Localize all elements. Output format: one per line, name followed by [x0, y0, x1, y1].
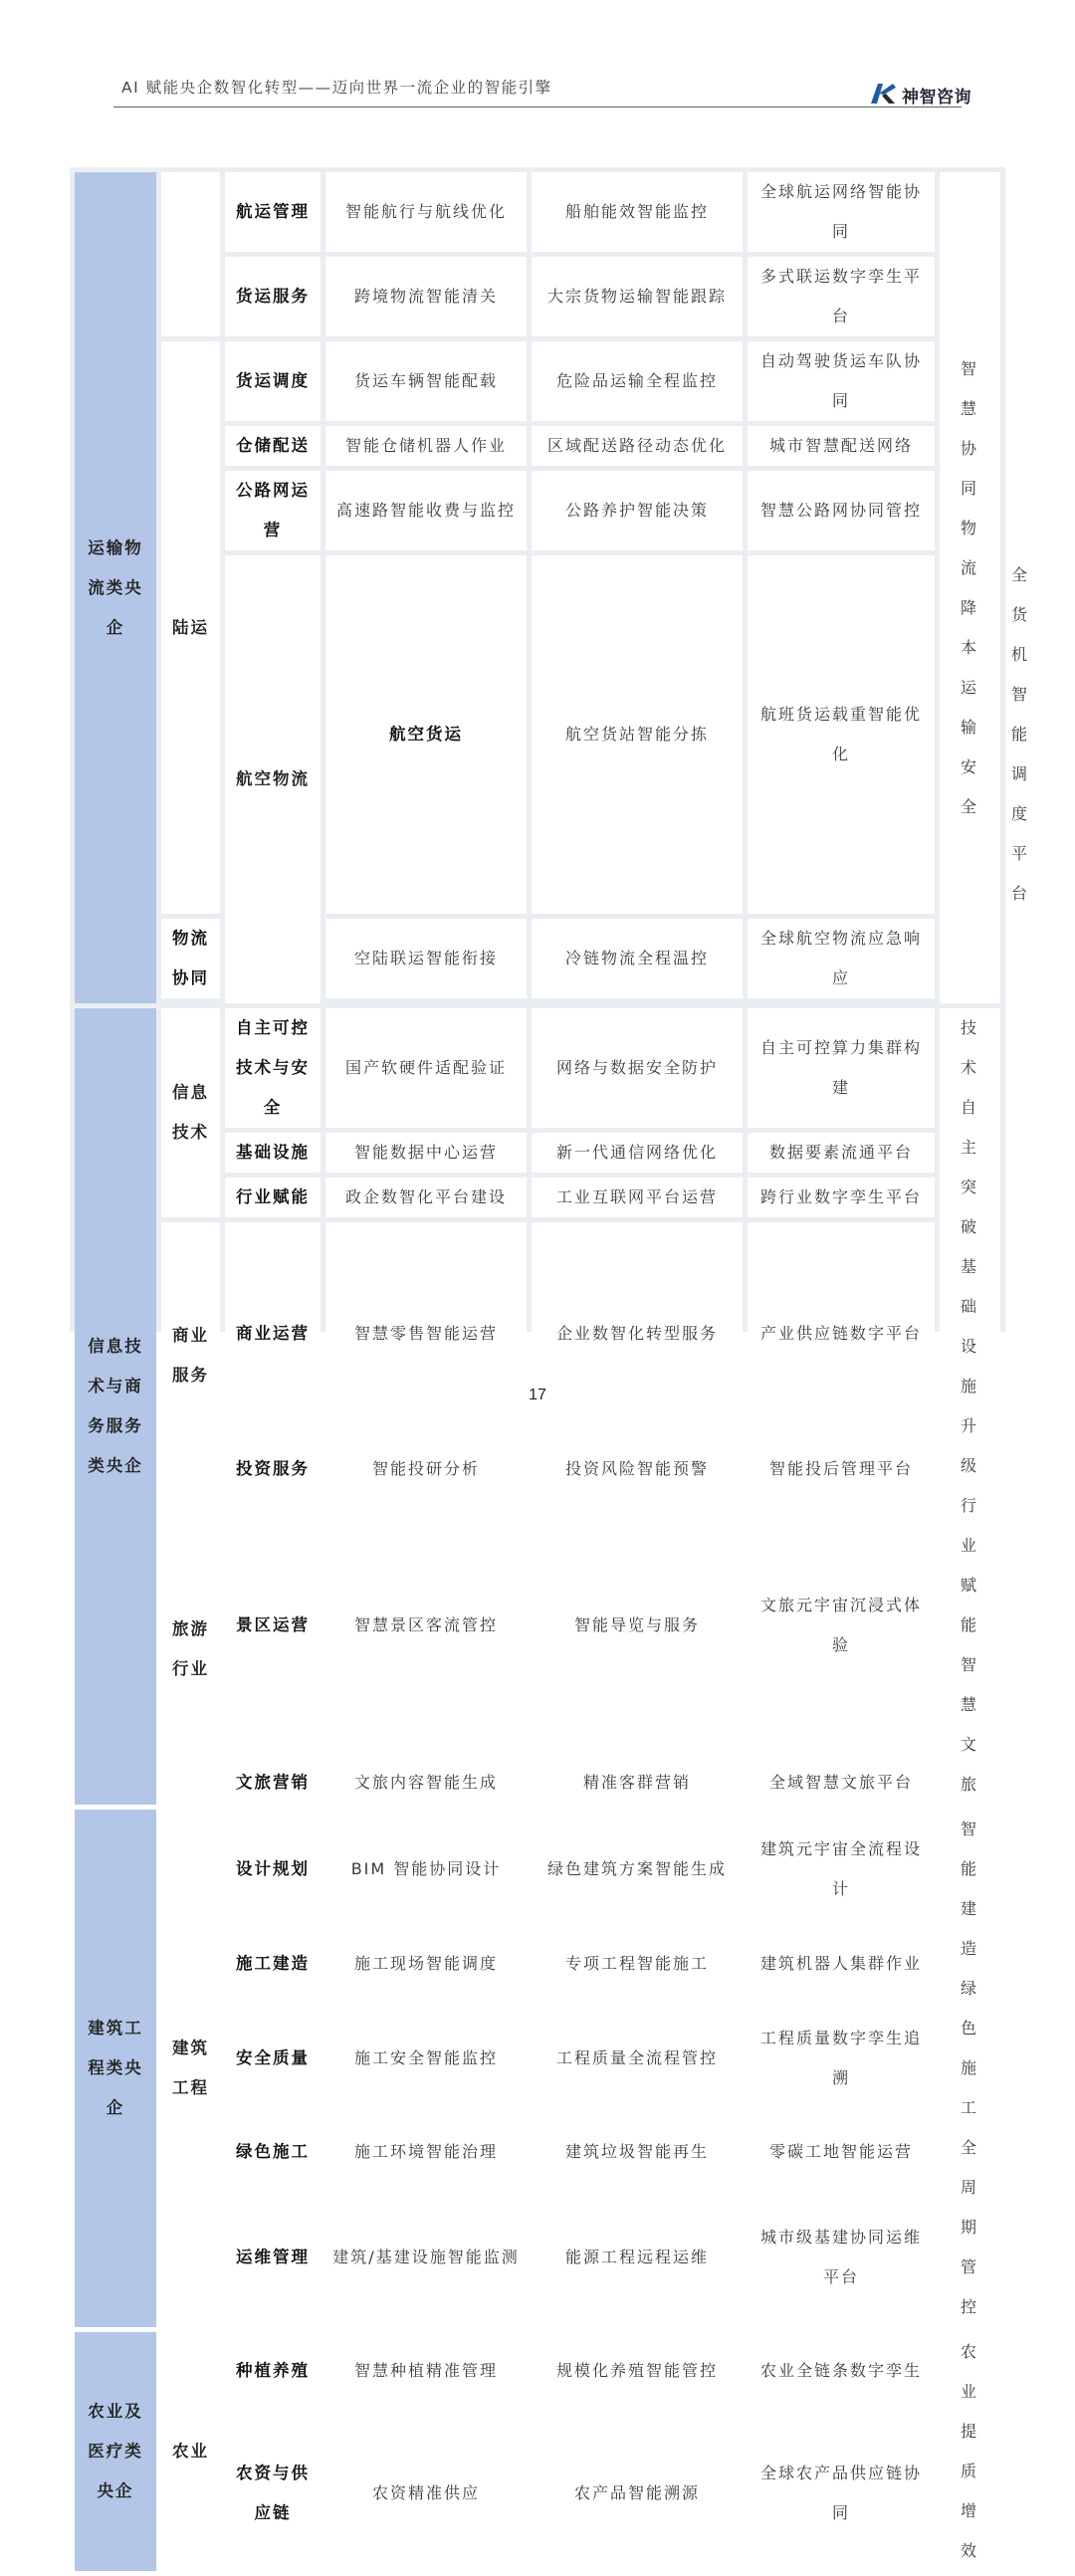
application-cell: 建筑垃圾智能再生 [532, 2122, 743, 2182]
application-cell: 工程质量全流程管控 [532, 1999, 743, 2118]
application-cell: 投资风险智能预警 [532, 1449, 743, 1489]
application-cell: 跨境物流智能清关 [325, 257, 527, 336]
application-cell: 全球航空物流应急响应 [748, 919, 935, 998]
sector-cell: 景区运营 [225, 1494, 321, 1756]
application-cell: 产业供应链数字平台 [748, 1222, 935, 1444]
category-cell: 运输物流类央企 [75, 172, 156, 1003]
subcategory-cell: 信息技术 [161, 1008, 220, 1217]
table-row [75, 2332, 1005, 2410]
application-cell: 智慧公路网协同管控 [748, 471, 935, 550]
application-cell: 智慧种植精准管理 [325, 2332, 527, 2410]
table-row [75, 1810, 1005, 1929]
subcategory-cell: 建筑工程 [161, 1810, 220, 2327]
sector-cell: 自主可控技术与安全 [225, 1008, 321, 1128]
application-cell: 绿色建筑方案智能生成 [532, 1810, 743, 1929]
sector-cell: 行业赋能 [225, 1178, 321, 1217]
sector-cell: 农资与供应链 [225, 2415, 321, 2571]
application-cell: 建筑元宇宙全流程设计 [748, 1810, 935, 1929]
subcategory-cell: 农业 [161, 2332, 220, 2571]
application-cell: 施工安全智能监控 [325, 1999, 527, 2118]
table-row [75, 919, 1005, 998]
application-cell: 政企数智化平台建设 [325, 1178, 527, 1217]
application-cell: 城市级基建协同运维平台 [748, 2187, 935, 2327]
goal-cell: 技术自主突破基础设施升级行业赋能智慧文旅 [940, 1008, 1000, 1805]
application-cell: 多式联运数字孪生平台 [748, 257, 935, 336]
application-cell: 农资精准供应 [325, 2415, 527, 2571]
application-cell: 自主可控算力集群构建 [748, 1008, 935, 1128]
sector-cell: 仓储配送 [225, 426, 321, 466]
application-cell: 数据要素流通平台 [748, 1133, 935, 1173]
application-cell: 能源工程远程运维 [532, 2187, 743, 2327]
application-cell: 智能仓储机器人作业 [325, 426, 527, 466]
application-cell: 网络与数据安全防护 [532, 1008, 743, 1128]
sector-cell: 投资服务 [225, 1449, 321, 1489]
application-cell: 文旅内容智能生成 [325, 1761, 527, 1805]
application-cell: 专项工程智能施工 [532, 1934, 743, 1994]
application-cell: 施工环境智能治理 [325, 2122, 527, 2182]
table-row [75, 1494, 1005, 1756]
subcategory-cell: 陆运 [161, 341, 220, 914]
application-cell: 新一代通信网络优化 [532, 1133, 743, 1173]
table-row [75, 172, 1005, 252]
application-cell: 智能数据中心运营 [325, 1133, 527, 1173]
application-cell: 全球航运网络智能协同 [748, 172, 935, 252]
sector-cell: 航空货运 [325, 555, 527, 914]
company-logo-text: 神智咨询 [902, 87, 971, 107]
application-cell: BIM 智能协同设计 [325, 1810, 527, 1929]
application-cell: 建筑机器人集群作业 [748, 1934, 935, 1994]
application-cell: 国产软硬件适配验证 [325, 1008, 527, 1128]
application-cell: 全球农产品供应链协同 [748, 2415, 935, 2571]
subcategory-cell: 旅游行业 [161, 1494, 220, 1805]
application-cell: 智能投研分析 [325, 1449, 527, 1489]
goal-cell: 智能建造绿色施工全周期管控 [940, 1810, 1000, 2327]
application-cell: 高速路智能收费与监控 [325, 471, 527, 550]
sector-cell: 安全质量 [225, 1999, 321, 2118]
company-logo [869, 82, 971, 106]
table-row [75, 341, 1005, 421]
table-row [75, 1222, 1005, 1444]
application-cell: 货运车辆智能配载 [325, 341, 527, 421]
subcategory-cell: 航空物流 [225, 555, 321, 1003]
sector-cell: 基础设施 [225, 1133, 321, 1173]
goal-cell: 农业提质增效 [940, 2332, 1000, 2571]
application-cell: 区域配送路径动态优化 [532, 426, 743, 466]
application-cell: 航班货运载重智能优化 [748, 555, 935, 914]
application-cell: 智慧景区客流管控 [325, 1494, 527, 1756]
category-cell: 农业及医疗类央企 [75, 2332, 156, 2571]
subcategory-cell [161, 172, 220, 336]
application-cell: 智能航行与航线优化 [325, 172, 527, 252]
category-cell: 建筑工程类央企 [75, 1810, 156, 2327]
sector-cell: 设计规划 [225, 1810, 321, 1929]
sector-cell: 物流协同 [161, 919, 220, 998]
category-cell: 信息技术与商务服务类央企 [75, 1008, 156, 1805]
application-cell: 公路养护智能决策 [532, 471, 743, 550]
application-cell: 智能投后管理平台 [748, 1449, 935, 1489]
application-cell: 零碳工地智能运营 [748, 2122, 935, 2182]
goal-cell: 智慧协同物流降本运输安全 [940, 172, 1000, 1003]
application-cell: 工程质量数字孪生追溯 [748, 1999, 935, 2118]
sector-cell: 货运调度 [225, 341, 321, 421]
application-cell: 航空货站智能分拣 [532, 555, 743, 914]
application-cell: 冷链物流全程温控 [532, 919, 743, 998]
application-cell: 智慧零售智能运营 [325, 1222, 527, 1444]
application-cell: 工业互联网平台运营 [532, 1178, 743, 1217]
application-cell: 施工现场智能调度 [325, 1934, 527, 1994]
subcategory-cell: 商业服务 [161, 1222, 220, 1489]
sector-cell: 公路网运营 [225, 471, 321, 550]
application-cell: 空陆联运智能衔接 [325, 919, 527, 998]
application-cell: 大宗货物运输智能跟踪 [532, 257, 743, 336]
application-cell: 文旅元宇宙沉浸式体验 [748, 1494, 935, 1756]
sector-cell: 施工建造 [225, 1934, 321, 1994]
application-cell: 城市智慧配送网络 [748, 426, 935, 466]
sector-cell: 种植养殖 [225, 2332, 321, 2410]
application-cell: 企业数智化转型服务 [532, 1222, 743, 1444]
application-cell: 全域智慧文旅平台 [748, 1761, 935, 1805]
application-cell: 智能导览与服务 [532, 1494, 743, 1756]
application-cell: 农产品智能溯源 [532, 2415, 743, 2571]
page-number: 17 [529, 1387, 546, 1403]
application-cell: 自动驾驶货运车队协同 [748, 341, 935, 421]
sector-cell: 绿色施工 [225, 2122, 321, 2182]
sector-cell: 航运管理 [225, 172, 321, 252]
table-row [75, 1008, 1005, 1128]
application-cell: 跨行业数字孪生平台 [748, 1178, 935, 1217]
application-cell: 精准客群营销 [532, 1761, 743, 1805]
sector-cell: 文旅营销 [225, 1761, 321, 1805]
application-cell: 规模化养殖智能管控 [532, 2332, 743, 2410]
sector-cell: 运维管理 [225, 2187, 321, 2327]
document-header-title: AI 赋能央企数智化转型——迈向世界一流企业的智能引擎 [121, 79, 552, 97]
sector-cell: 货运服务 [225, 257, 321, 336]
application-cell: 建筑/基建设施智能监测 [325, 2187, 527, 2327]
application-cell: 危险品运输全程监控 [532, 341, 743, 421]
application-cell: 船舶能效智能监控 [532, 172, 743, 252]
sector-cell: 商业运营 [225, 1222, 321, 1444]
table-row: 航空物流 航空货运 航空货站智能分拣 航班货运载重智能优化 全货机智能调度平台 [75, 555, 1005, 914]
application-cell: 农业全链条数字孪生 [748, 2332, 935, 2410]
company-logo-icon [869, 82, 897, 106]
